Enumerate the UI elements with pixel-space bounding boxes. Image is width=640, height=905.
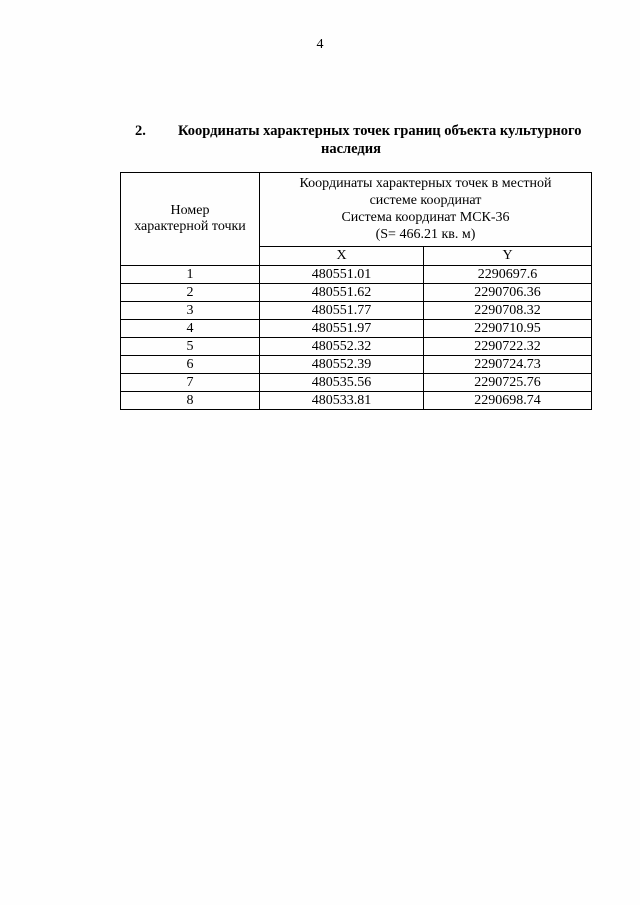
table-row [121,338,592,356]
table-row [121,284,592,302]
header-group-line3: Система координат МСК-36 [341,210,510,226]
header-point-number [121,173,260,266]
cell-point-number: 5 [121,338,260,356]
section-title-line2: наследия [321,141,381,157]
section-title-line1: Координаты характерных точек границ объекта культурного [178,123,582,139]
cell-y: 2290724.73 [424,356,592,374]
page-number: 4 [316,37,324,52]
table-row [121,374,592,392]
table-row [121,266,592,284]
table-row [121,392,592,410]
cell-y: 2290710.95 [424,320,592,338]
cell-point-number: 4 [121,320,260,338]
header-group-line4: (S= 466.21 кв. м) [375,227,476,243]
cell-y: 2290706.36 [424,284,592,302]
cell-x: 480551.97 [260,320,424,338]
coordinates-table [120,172,592,410]
cell-y: 2290722.32 [424,338,592,356]
cell-y: 2290698.74 [424,392,592,410]
header-x: X [260,246,424,265]
cell-x: 480533.81 [260,392,424,410]
cell-x: 480535.56 [260,374,424,392]
table-row [121,356,592,374]
cell-point-number: 2 [121,284,260,302]
cell-point-number: 7 [121,374,260,392]
cell-y: 2290697.6 [424,266,592,284]
header-point-number-line1: Номер [170,203,210,218]
header-point-number-line2: характерной точки [134,219,246,234]
section-number: 2. [135,123,146,139]
cell-x: 480552.39 [260,356,424,374]
cell-x: 480551.01 [260,266,424,284]
cell-y: 2290725.76 [424,374,592,392]
cell-x: 480551.77 [260,302,424,320]
table-row [121,302,592,320]
cell-point-number: 8 [121,392,260,410]
header-coordinates-group [260,173,592,247]
cell-x: 480551.62 [260,284,424,302]
header-y: Y [424,246,592,265]
table-row [121,320,592,338]
cell-point-number: 1 [121,266,260,284]
header-group-line2: системе координат [369,193,482,209]
header-group-line1: Координаты характерных точек в местной [299,176,552,192]
cell-x: 480552.32 [260,338,424,356]
cell-point-number: 3 [121,302,260,320]
cell-point-number: 6 [121,356,260,374]
cell-y: 2290708.32 [424,302,592,320]
